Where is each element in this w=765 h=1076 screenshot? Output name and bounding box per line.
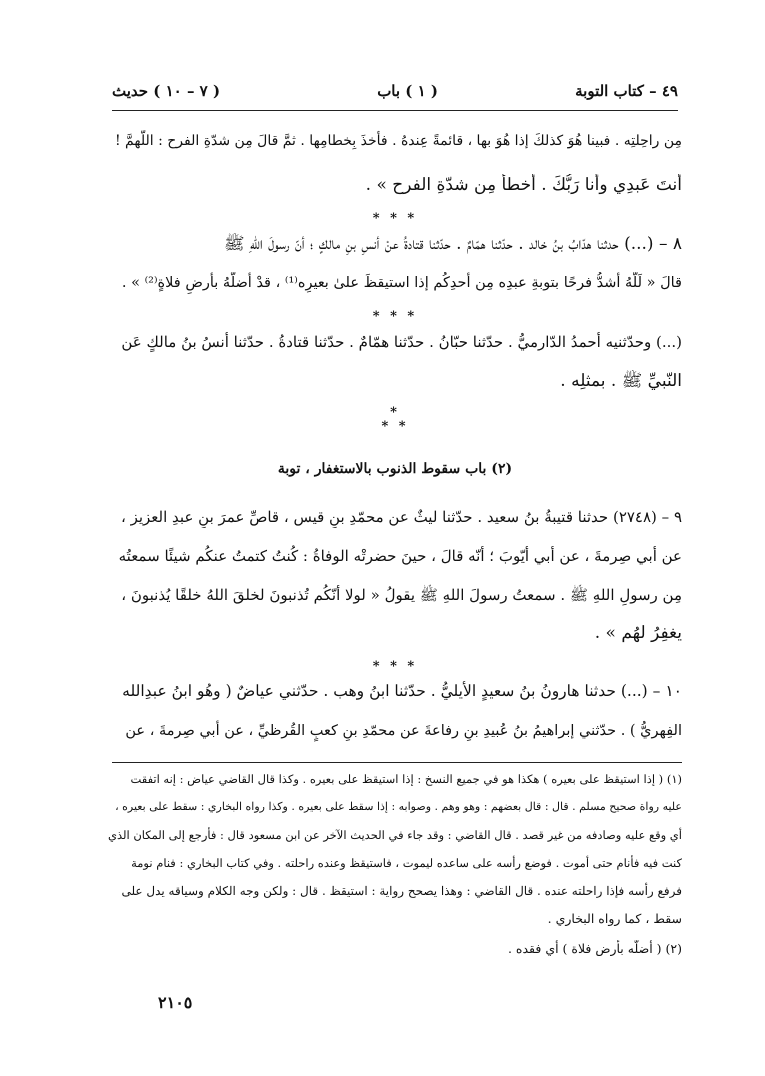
body-line: (...) وحدّثنيه أحمدُ الدّارميُّ . حدّثنا حبّانُ . حدّثنا همّامٌ . حدّثنا قتادةُ . حدّثنا أنسُ بنُ مالكٍ عَن [121, 333, 682, 351]
footnote-rule [112, 762, 682, 763]
separator-stars: * * * [372, 659, 418, 674]
hadith-8-line: قالَ « لَلّهُ أشدُّ فرحًا بتوبةِ عبدِه مِن أحدِكُم إذا استيقظَ علىٰ بعيرِه⁽¹⁾ ، قدْ أضلَّهُ بأرضِ فلاةٍ⁽²⁾ » . [121, 275, 682, 291]
header-rule [112, 110, 678, 111]
hadith-9-line: ٩ – (٢٧٤٨) حدثنا قتيبةُ بنُ سعيد . حدّثنا ليثٌ عن محمّدِ بنِ قيس ، قاصِّ عمرَ بنِ عبدِ العزيز ، [120, 508, 682, 526]
footnote-line: أي وقع عليه وصادفه من غير قصد . قال القاضي : وقد جاء في الحديث الآخر عن ابن مسعود قال : فأرجع إلى المكان الذي [108, 828, 682, 842]
separator-stars: * * * [372, 211, 418, 226]
footnote-line: (٢) ( أضلّه بأرض فلاة ) أي فقده . [507, 941, 682, 956]
footnote-line: كنت فيه فأنام حتى أموت . فوضع رأسه على ساعده ليموت ، فاستيقظ وعنده راحلته . وفي كتاب البخاري : فنام نومة [131, 856, 682, 870]
page-number: ٢١٠٥ [158, 993, 193, 1012]
footnote-line: عليه رواة صحيح مسلم . قال : قال بعضهم : وهو وهم . وصوابه : إذا سقط على بعيره . وكذا رواه البخاري : سقط على بعيره ، [115, 800, 682, 813]
hadith-9-line: عن أبي صِرمةَ ، عن أبي أيّوبَ ؛ أنّه قالَ ، حينَ حضرتْه الوفاةُ : كُنتُ كتمتُ عنكُم شيئًا سمعتُه [118, 547, 682, 565]
running-header [112, 78, 678, 106]
header-book-title: ٤٩ – كتاب التوبة [575, 82, 678, 100]
footnote-line: فرفع رأسه فإذا راحلته عنده . قال القاضي : وهذا يصحح رواية : استيقظ . قال : ولكن وجه الكلام وسياقه يدل على [121, 884, 682, 898]
hadith-9-line: مِن رسولِ اللهِ ﷺ . سمعتُ رسولَ اللهِ ﷺ يقولُ « لولا أنّكُم تُذنبونَ لخلقَ اللهُ خلقًا يُذنبونَ ، [121, 586, 682, 604]
header-hadith-range: ( ٧ – ١٠ ) حديث [112, 82, 221, 100]
hadith-10-line: ١٠ – (...) حدثنا هارونُ بنُ سعيدٍ الأيليُّ . حدّثنا ابنُ وهب . حدّثني عياضٌ ( وهُو ابنُ عبدِالله [122, 682, 682, 700]
separator-stars: * * * [372, 309, 418, 324]
body-line: النّبيِّ ﷺ . بمثلِه . [560, 371, 682, 391]
section-title: (٢) باب سقوط الذنوب بالاستغفار ، توبة [277, 461, 513, 477]
header-chapter-ref: ( ١ ) باب [377, 82, 438, 100]
body-line: مِن راحِلتِه . فبينا هُوَ كذلكَ إذا هُوَ بها ، قائمةً عِندهُ . فأخذَ بِخطامِها . ثمَّ قالَ مِن شدّةِ الفرح : اللّهمَّ ! [114, 133, 682, 149]
section-ornament: * * * [381, 406, 409, 434]
footnote-line: (١) ( إذا استيقظ على بعيره ) هكذا هو في جميع النسخ : إذا استيقظ على بعيره . وكذا قال القاضي عياض : إنه اتفقت [130, 772, 682, 786]
hadith-9-line: يغفِرُ لهُم » . [594, 623, 682, 643]
hadith-8-line: ٨ – (...) حدثنا هدّابُ بنُ خالد . حدّثنا همّامٌ . حدّثنا قتادةُ عنْ أنسِ بنِ مالكٍ ؛ أنّ رسولَ اللهِ ﷺ [224, 234, 682, 254]
hadith-10-line: الفِهريُّ ) . حدّثني إبراهيمُ بنُ عُبيدِ بنِ رفاعةَ عن محمّدِ بنِ كعبٍ القُرظيِّ ، عن أبي صِرمةَ ، عن [125, 723, 682, 739]
body-line: أنتَ عَبدِي وأنا رَبُّكَ . أخطأ مِن شدّةِ الفرح » . [365, 175, 682, 195]
footnote-line: سقط ، كما رواه البخاري . [547, 911, 682, 926]
